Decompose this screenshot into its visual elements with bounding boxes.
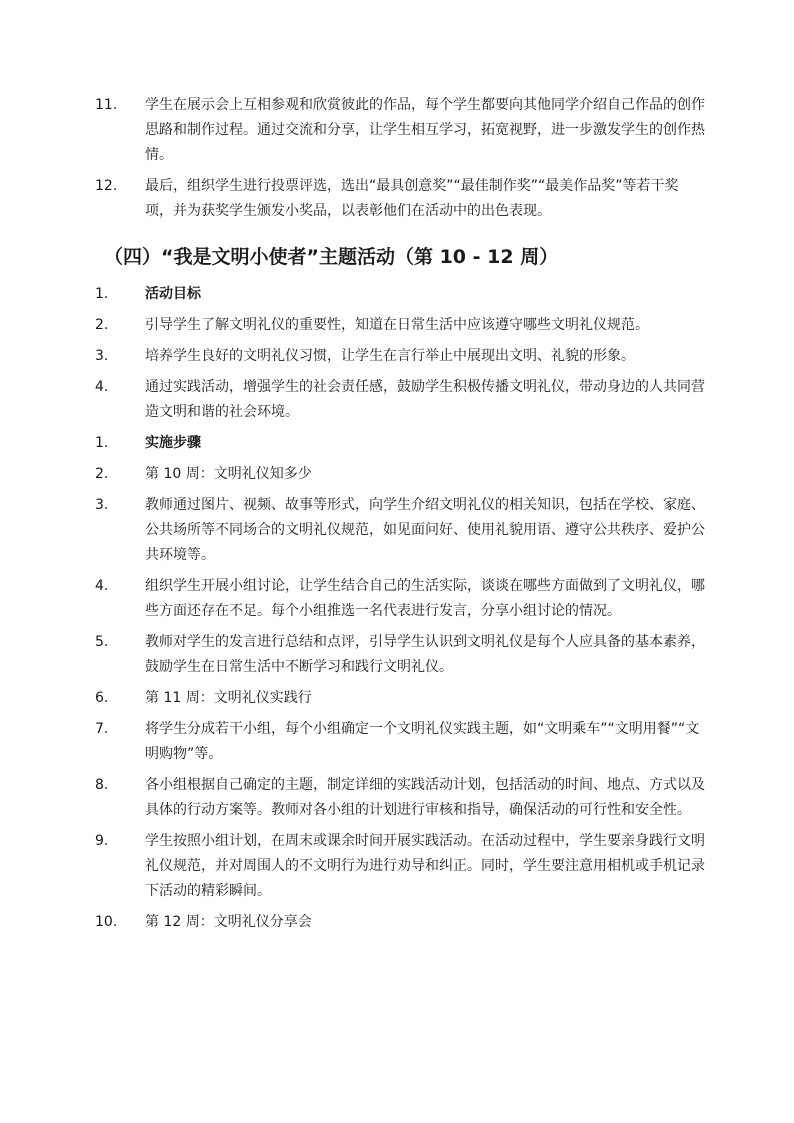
- list-item-number: 1.: [95, 286, 109, 302]
- list-item: [95, 174, 705, 224]
- list-item-text: 第 11 周：文明礼仪实践行: [145, 690, 312, 706]
- list-item-number: 9.: [95, 833, 109, 849]
- list-item-number: 2.: [95, 317, 109, 333]
- list-item-number: 3.: [95, 497, 109, 513]
- list-item-text: 最后，组织学生进行投票评选，选出“最具创意奖”“最佳制作奖”“最美作品奖”等若干奖项，并为获奖学生颁发小奖品，以表彰他们在活动中的出色表现。: [145, 178, 679, 219]
- list-item: [95, 630, 705, 680]
- list-item-text: 各小组根据自己确定的主题，制定详细的实践活动计划，包括活动的时间、地点、方式以及具体的行动方案等。教师对各小组的计划进行审核和指导，确保活动的可行性和安全性。: [145, 777, 705, 818]
- list-item: [95, 574, 705, 624]
- list-item-text: 引导学生了解文明礼仪的重要性，知道在日常生活中应该遵守哪些文明礼仪规范。: [145, 317, 649, 333]
- list-item-number: 8.: [95, 777, 109, 793]
- list-item: [95, 493, 705, 568]
- list-item-text: 学生在展示会上互相参观和欣赏彼此的作品，每个学生都要向其他同学介绍自己作品的创作思路和制作过程。通过交流和分享，让学生相互学习，拓宽视野，进一步激发学生的创作热情。: [145, 97, 705, 163]
- list-item: [95, 375, 705, 425]
- list-item: [95, 344, 705, 369]
- list-item: [95, 773, 705, 823]
- list-item-text: 第 12 周：文明礼仪分享会: [145, 914, 312, 930]
- top-list: [95, 93, 705, 230]
- list-item: [95, 282, 705, 307]
- list-item-number: 6.: [95, 690, 109, 706]
- list-item-number: 2.: [95, 466, 109, 482]
- list-item: [95, 686, 705, 711]
- list-item-text: 学生按照小组计划，在周末或课余时间开展实践活动。在活动过程中，学生要亲身践行文明礼仪规范，并对周围人的不文明行为进行劝导和纠正。同时，学生要注意用相机或手机记录下活动的精彩瞬间。: [145, 833, 705, 899]
- list-item: [95, 910, 705, 935]
- list-item-number: 4.: [95, 578, 109, 594]
- section-heading: （四）“我是文明小使者”主题活动（第 10 - 12 周）: [104, 246, 559, 268]
- list-item-number: 10.: [95, 914, 118, 930]
- list-item-number: 7.: [95, 721, 109, 737]
- list-item-text: 将学生分成若干小组，每个小组确定一个文明礼仪实践主题，如“文明乘车”“文明用餐”“文明购物”等。: [145, 721, 700, 762]
- list-item-number: 4.: [95, 379, 109, 395]
- list-item-number: 12.: [95, 178, 118, 194]
- list-item-number: 11.: [95, 97, 118, 113]
- subsection-title: 实施步骤: [145, 435, 201, 451]
- list-item-text: 第 10 周：文明礼仪知多少: [145, 466, 312, 482]
- list-item: [95, 462, 705, 487]
- list-item: [95, 717, 705, 767]
- list-item-text: 教师通过图片、视频、故事等形式，向学生介绍文明礼仪的相关知识，包括在学校、家庭、公共场所等不同场合的文明礼仪规范，如见面问好、使用礼貌用语、遵守公共秩序、爱护公共环境等。: [145, 497, 705, 563]
- list-item: [95, 93, 705, 168]
- list-item: [95, 829, 705, 904]
- list-item: [95, 431, 705, 456]
- list-item-text: 组织学生开展小组讨论，让学生结合自己的生活实际，谈谈在哪些方面做到了文明礼仪，哪些方面还存在不足。每个小组推选一名代表进行发言，分享小组讨论的情况。: [145, 578, 705, 619]
- list-item-text: 教师对学生的发言进行总结和点评，引导学生认识到文明礼仪是每个人应具备的基本素养，鼓励学生在日常生活中不断学习和践行文明礼仪。: [145, 634, 705, 675]
- list-item-number: 5.: [95, 634, 109, 650]
- list-item-number: 1.: [95, 435, 109, 451]
- list-item-text: 通过实践活动，增强学生的社会责任感，鼓励学生积极传播文明礼仪，带动身边的人共同营造文明和谐的社会环境。: [145, 379, 705, 420]
- subsection-title: 活动目标: [145, 286, 201, 302]
- list-item: [95, 313, 705, 338]
- list-item-text: 培养学生良好的文明礼仪习惯，让学生在言行举止中展现出文明、礼貌的形象。: [145, 348, 635, 364]
- main-list: [95, 282, 705, 941]
- list-item-number: 3.: [95, 348, 109, 364]
